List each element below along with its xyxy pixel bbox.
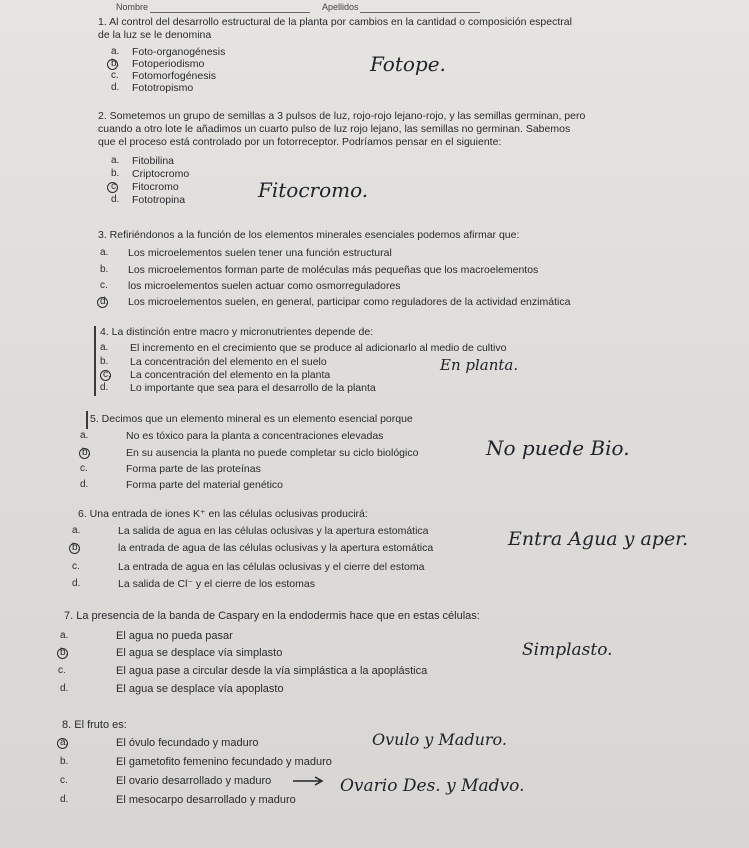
nombre-label: Nombre	[116, 2, 149, 12]
option-letter: b.	[100, 264, 109, 275]
option-letter: c.	[72, 561, 80, 572]
option-text: Fitobilina	[132, 155, 175, 167]
option-letter: c.	[111, 181, 119, 192]
option-letter: c.	[60, 775, 68, 786]
handwritten-answer: Entra Agua y aper.	[508, 528, 689, 550]
option-text: El agua se desplace vía apoplasto	[116, 683, 284, 695]
option-letter: d.	[72, 578, 81, 589]
question-stem-line: 3. Refiriéndonos a la función de los elementos minerales esenciales podemos afirmar que:	[98, 229, 520, 241]
option-letter: d.	[111, 82, 120, 93]
option-text: La salida de agua en las células oclusivas y la apertura estomática	[118, 525, 429, 537]
option-text: Fototropismo	[132, 82, 194, 94]
option-letter: b.	[100, 356, 109, 367]
option-letter: d.	[60, 683, 69, 694]
option-text: La concentración del elemento en la planta	[130, 369, 331, 381]
option-letter: d.	[111, 194, 120, 205]
option-text: El gametofito femenino fecundado y maduro	[116, 756, 332, 768]
option-letter: c.	[100, 280, 108, 291]
option-letter: a.	[72, 525, 81, 536]
option-letter: b.	[60, 647, 69, 658]
option-text: No es tóxico para la planta a concentraciones elevadas	[126, 430, 384, 442]
handwritten-answer: Simplasto.	[522, 640, 613, 660]
option-letter: d.	[80, 479, 89, 490]
handwritten-answer: Ovulo y Maduro.	[372, 730, 507, 749]
option-text: Fitocromo	[132, 181, 179, 193]
apellidos-label: Apellidos	[322, 2, 359, 12]
option-text: El agua se desplace vía simplasto	[116, 647, 283, 659]
option-text: Los microelementos suelen tener una función estructural	[128, 247, 392, 259]
handwritten-answer: En planta.	[440, 356, 519, 374]
option-text: El agua pase a circular desde la vía simplástica a la apoplástica	[116, 665, 428, 677]
option-text: Lo importante que sea para el desarrollo de la planta	[130, 382, 376, 394]
handwritten-answer: Fitocromo.	[258, 178, 369, 202]
option-text: La entrada de agua en las células oclusivas y el cierre del estoma	[118, 561, 425, 573]
option-letter: c.	[80, 463, 88, 474]
apellidos-line	[360, 12, 480, 13]
option-text: El agua no pueda pasar	[116, 630, 233, 642]
option-text: los microelementos suelen actuar como osmorreguladores	[128, 280, 401, 292]
option-letter: c.	[103, 369, 111, 380]
question-stem-line: 2. Sometemos un grupo de semillas a 3 pulsos de luz, rojo-rojo lejano-rojo, y las semillas germinan, pero	[98, 110, 586, 122]
option-letter: b.	[111, 58, 120, 69]
option-text: Fototropina	[132, 194, 186, 206]
option-letter: a.	[60, 630, 69, 641]
option-letter: d.	[100, 296, 109, 307]
option-letter: b.	[60, 756, 69, 767]
option-letter: a.	[100, 247, 109, 258]
option-letter: c.	[111, 70, 119, 81]
handwritten-answer: No puede Bio.	[486, 436, 630, 460]
margin-bar	[86, 411, 88, 429]
question-stem-line: cuando a otro lote le añadimos un cuarto pulso de luz rojo lejano, las semillas no germinan. Sabemos	[98, 123, 571, 135]
option-letter: a.	[100, 342, 109, 353]
question-stem-line: de la luz se le denomina	[98, 29, 212, 41]
option-letter: d.	[100, 382, 109, 393]
margin-bar	[94, 326, 96, 396]
option-text: Criptocromo	[132, 168, 190, 180]
option-text: El ovario desarrollado y maduro	[116, 775, 272, 787]
option-text: Los microelementos forman parte de moléculas más pequeñas que los macroelementos	[128, 264, 539, 276]
option-letter: a.	[80, 430, 89, 441]
question-stem-line: 4. La distinción entre macro y micronutrientes depende de:	[100, 326, 374, 338]
option-text: En su ausencia la planta no puede completar su ciclo biológico	[126, 447, 419, 459]
handwritten-answer: Fotope.	[370, 52, 446, 76]
option-text: Los microelementos suelen, en general, participar como reguladores de la actividad enzimática	[128, 296, 571, 308]
question-stem-line: 8. El fruto es:	[62, 719, 127, 731]
option-letter: a.	[111, 46, 120, 57]
option-text: Foto-organogénesis	[132, 46, 226, 58]
option-letter: d.	[60, 794, 69, 805]
option-letter: c.	[58, 665, 66, 676]
option-text: La salida de Cl⁻ y el cierre de los estomas	[118, 578, 315, 590]
option-text: la entrada de agua de las células oclusivas y la apertura estomática	[118, 542, 434, 554]
option-text: El incremento en el crecimiento que se produce al adicionarlo al medio de cultivo	[130, 342, 507, 354]
question-stem-line: 5. Decimos que un elemento mineral es un elemento esencial porque	[90, 413, 413, 425]
option-text: El mesocarpo desarrollado y maduro	[116, 794, 296, 806]
option-text: El óvulo fecundado y maduro	[116, 737, 259, 749]
question-stem-line: 7. La presencia de la banda de Caspary en la endodermis hace que en estas células:	[64, 610, 480, 622]
option-letter: b.	[72, 542, 81, 553]
handwritten-answer: Ovario Des. y Madvo.	[340, 776, 525, 796]
option-text: La concentración del elemento en el suelo	[130, 356, 327, 368]
question-stem-line: 1. Al control del desarrollo estructural de la planta por cambios en la cantidad o composición espectral	[98, 16, 572, 28]
option-letter: b.	[82, 447, 91, 458]
option-text: Forma parte del material genético	[126, 479, 283, 491]
question-stem-line: que el proceso está controlado por un fotorreceptor. Podríamos pensar en el siguiente:	[98, 136, 502, 148]
option-letter: a.	[60, 737, 69, 748]
question-stem-line: 6. Una entrada de iones K⁺ en las células oclusivas producirá:	[78, 508, 368, 520]
option-letter: b.	[111, 168, 120, 179]
option-text: Fotomorfogénesis	[132, 70, 217, 82]
option-letter: a.	[111, 155, 120, 166]
option-text: Fotoperiodismo	[132, 58, 205, 70]
option-text: Forma parte de las proteínas	[126, 463, 261, 475]
arrow-icon	[292, 776, 326, 786]
nombre-line	[150, 12, 310, 13]
